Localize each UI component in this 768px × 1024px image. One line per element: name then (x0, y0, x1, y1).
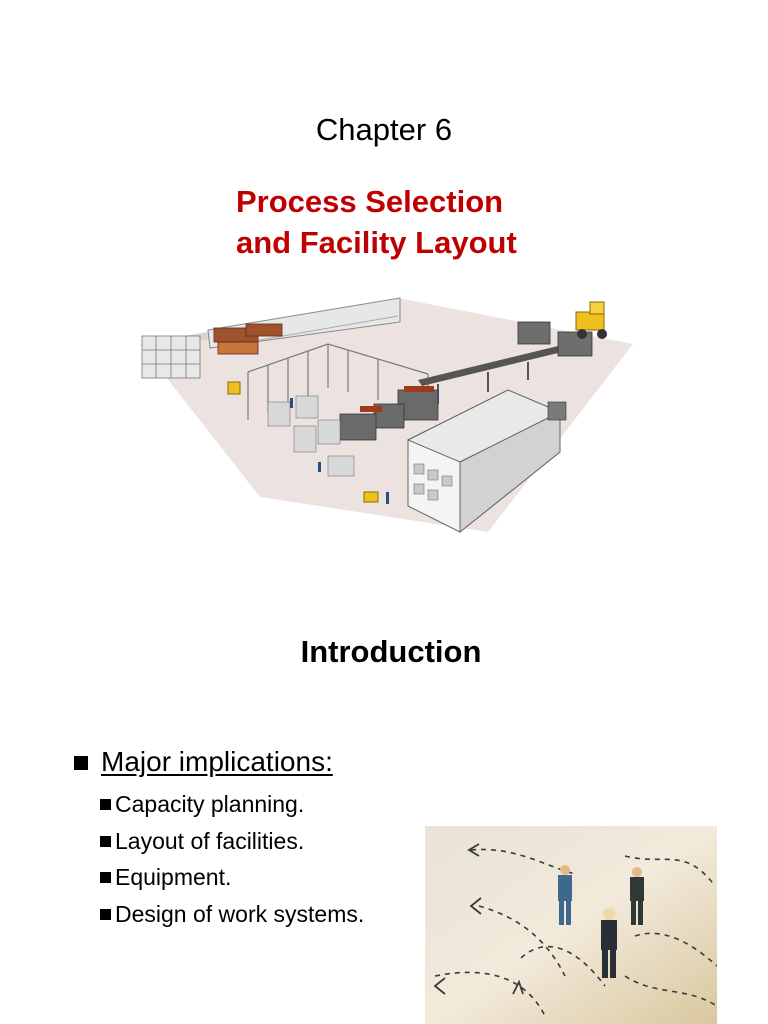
square-bullet-icon (100, 872, 111, 883)
sub-bullet-list (100, 786, 364, 932)
square-bullet-icon (100, 836, 111, 847)
slide-title-line2: and Facility Layout (236, 225, 517, 260)
square-bullet-icon (100, 799, 111, 810)
list-item-text: Equipment. (115, 864, 232, 891)
business-figurines-on-map-photo (425, 826, 717, 1024)
list-item-text: Capacity planning. (115, 791, 305, 818)
list-item-text: Layout of facilities. (115, 827, 305, 854)
square-bullet-icon (100, 909, 111, 920)
list-item (100, 859, 364, 896)
square-bullet-icon (74, 756, 88, 770)
list-item-text: Design of work systems. (115, 900, 365, 927)
slide-title (236, 181, 656, 263)
section-heading: Introduction (300, 634, 482, 669)
list-item (100, 823, 364, 860)
factory-layout-illustration (128, 292, 640, 542)
main-bullet (74, 746, 333, 778)
slide-title-line1: Process Selection (236, 184, 504, 219)
chapter-heading: Chapter 6 (315, 112, 453, 147)
main-bullet-text: Major implications: (101, 746, 333, 777)
list-item (100, 896, 364, 933)
list-item (100, 786, 364, 823)
